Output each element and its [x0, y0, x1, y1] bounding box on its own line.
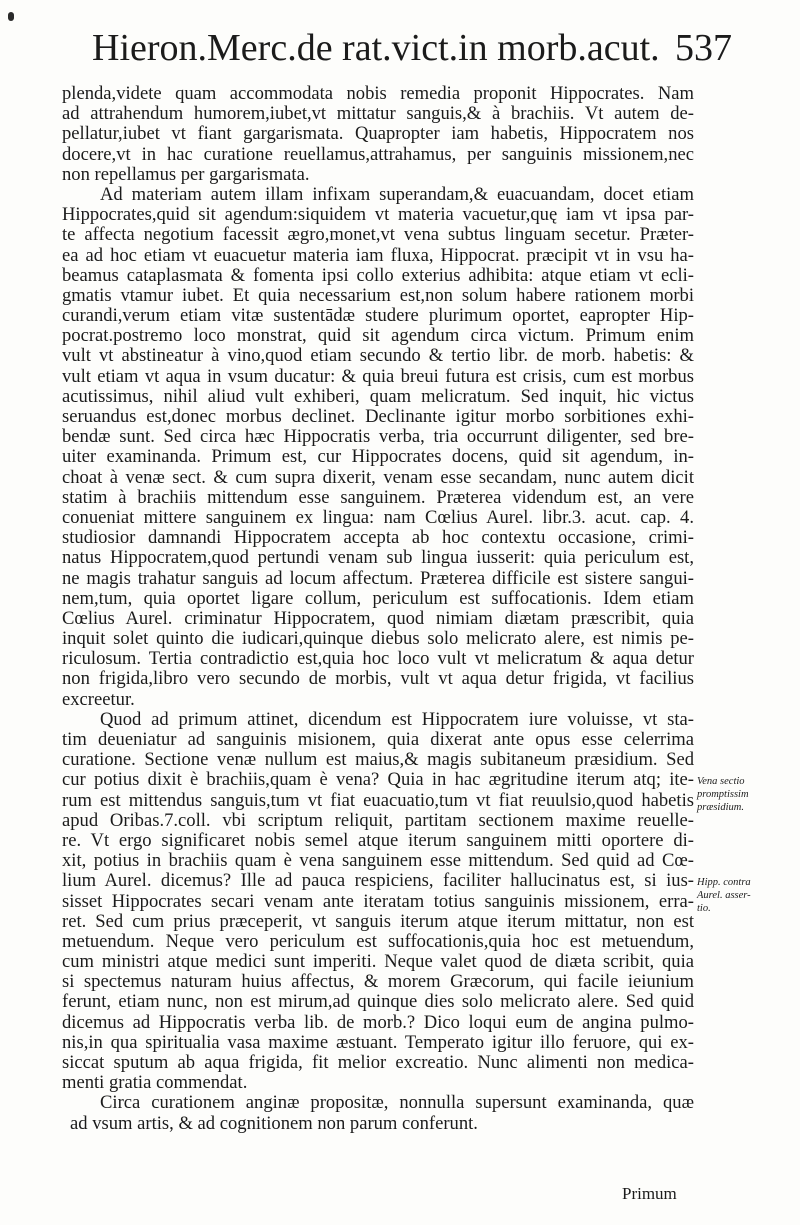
- text-line: menti gratia commendat.: [62, 1072, 248, 1094]
- text-line: Hippocrates,quid sit agendum:siquidem vt materia vacuetur,quę iam vt ipsa par-: [62, 204, 694, 226]
- text-line: choat à venæ sect. & cum supra dixerit, venam esse secandam, nunc autem dicit: [62, 466, 694, 488]
- text-line: natus Hippocratem,quod pertundi venam sub lingua iusserit: quia periculum est,: [62, 547, 694, 569]
- text-line: pocrat.postremo loco monstrat, quid sit agendum circa victum. Primum enim: [62, 325, 694, 347]
- text-line: te affecta negotium facessit ægro,monet,vt vena subtus linguam secetur. Præter-: [62, 224, 694, 246]
- running-title: Hieron.Merc.de rat.vict.in morb.acut.: [92, 27, 660, 69]
- text-line: pellatur,iubet vt fiant gargarismata. Quapropter iam habetis, Hippocratem nos: [62, 123, 694, 145]
- text-line: sisset Hippocrates secari venam ante iteratam totius sanguinis missionem, erra-: [62, 890, 694, 912]
- text-line: Ad materiam autem illam infixam superandam,& euacuandam, docet etiam: [100, 183, 694, 205]
- text-line: excreetur.: [62, 688, 135, 710]
- margin-note-hipp-contra-aurel: [697, 876, 751, 915]
- text-line: nem,tum, quia oportet ligare collum, periculum est suffocationis. Idem etiam: [62, 587, 694, 609]
- text-line: statim à brachiis mittendum esse sanguinem. Præterea videndum est, an vere: [62, 486, 694, 508]
- margin-note-line: Hipp. contra: [697, 877, 751, 888]
- text-line: vult vt abstineatur à vino,quod etiam secundo & tertio libr. de morb. habetis: &: [62, 345, 694, 367]
- text-line: ad vsum artis, & ad cognitionem non parum conferunt.: [70, 1112, 478, 1134]
- text-line: conueniat mittere sanguinem ex lingua: nam Cœlius Aurel. libr.3. acut. cap. 4.: [62, 506, 694, 528]
- text-line: tim deueniatur ad sanguinis misionem, quia dixerat ante opus esse celerrima: [62, 729, 694, 750]
- text-line: Quod ad primum attinet, dicendum est Hippocratem iure voluisse, vt sta-: [100, 708, 694, 730]
- text-line: gmatis vtamur iubet. Et quia necessarium est,non solum habere rationem morbi: [62, 284, 694, 306]
- text-line: vult etiam vt aqua in vsum ducatur: & quia breui futura est crisis, cum est morbus: [62, 365, 694, 387]
- text-line: rum est mittendus sanguis,tum vt fiat euacuatio,tum vt fiat reuulsio,quod habetis: [62, 789, 694, 811]
- text-line: ret. Sed cum prius præceperit, vt sanguis iterum atque iterum mittatur, non est: [62, 910, 694, 932]
- catchword: Primum: [622, 1184, 677, 1203]
- text-line: ad attrahendum humorem,iubet,vt mittatur sanguis,& à brachiis. Vt autem de-: [62, 103, 694, 125]
- text-line: acutissimus, nihil aliud vult exhiberi, quam melicratum. Sed inquit, hic victus: [62, 385, 694, 407]
- text-line: apud Oribas.7.coll. vbi scriptum reliquit, partitam sectionem maxime reuelle-: [62, 809, 694, 831]
- margin-note-line: Aurel. asser-: [697, 890, 751, 901]
- text-line: metuendum. Neque vero periculum est suffocationis,quia hoc est metuendum,: [62, 930, 694, 952]
- text-line: non repellamus per gargarismata.: [62, 163, 310, 185]
- text-line: si spectemus naturam huius affectus, & morem Græcorum, qui facile ieiunium: [62, 971, 694, 993]
- text-line: Cœlius Aurel. criminatur Hippocratem, quod nimiam diætam præscribit, quia: [62, 607, 694, 629]
- text-line: siccat sputum ab aqua frigida, fit melior excreatio. Nunc alimenti non medica-: [62, 1052, 694, 1073]
- text-line: curandi,verum etiam vitæ sustentādæ studere plurimum oportet, eapropter Hip-: [62, 305, 694, 327]
- text-line: xit, potius in brachiis quam è vena sanguinem esse mittendum. Sed quid ad Cœ-: [62, 850, 694, 872]
- page-header: [92, 22, 732, 82]
- text-line: Circa curationem anginæ propositæ, nonnulla supersunt examinanda, quæ: [100, 1092, 694, 1114]
- text-line: plenda,videte quam accommodata nobis remedia proponit Hippocrates. Nam: [62, 83, 694, 104]
- text-line: dicemus ad Hippocratis verba lib. de morb.? Dico loqui eum de angina pulmo-: [62, 1011, 694, 1033]
- margin-note-line: præsidium.: [697, 802, 744, 813]
- text-line: uiter examinanda. Primum est, cur Hippocrates docens, quid sit agendum, in-: [62, 446, 694, 468]
- ink-speck: [8, 12, 14, 21]
- text-line: docere,vt in hac curatione reuellamus,attrahamus, per sanguinis missionem,nec: [62, 143, 694, 165]
- text-line: nis,in qua spiritualia vasa maxime æstuant. Temperato igitur illo feruore, qui ex-: [62, 1031, 694, 1053]
- text-line: bendæ sunt. Sed circa hæc Hippocratis verba, tria occurrunt diligenter, sed bre-: [62, 426, 694, 448]
- text-line: riculosum. Tertia contradictio est,quia hoc loco vult vt melicratum & aqua detur: [62, 648, 694, 670]
- text-line: cur potius dixit è brachiis,quam è vena? Quia in hac ægritudine iterum atq; ite-: [62, 769, 694, 791]
- body-text: [62, 84, 694, 1134]
- text-line: non frigida,libro vero secundo de morbis, vult vt aqua detur frigida, vt facilius: [62, 668, 694, 690]
- text-line: ne magis trahatur sanguis ad locum affectum. Præterea difficile est sistere sangui-: [62, 567, 694, 589]
- margin-note-vena-sectio: [697, 775, 749, 814]
- text-line: ferunt, etiam nunc, non est mirum,ad quinque dies solo melicrato alere. Sed quid: [62, 991, 694, 1013]
- page-number: 537: [675, 27, 732, 69]
- text-line: seruandus est,donec morbus declinet. Declinante igitur morbo sorbitiones exhi-: [62, 406, 694, 427]
- text-line: re. Vt ergo significaret nobis semel atque iterum sanguinem mitti oportere di-: [62, 829, 694, 851]
- margin-note-line: tio.: [697, 903, 711, 914]
- margin-note-line: Vena sectio: [697, 776, 745, 787]
- text-line: curatione. Sectione venæ nullum est maius,& magis subitaneum præsidium. Sed: [62, 749, 694, 771]
- text-line: beamus cataplasmata & fomenta ipsi collo exterius adhibita: atque etiam vt ecli-: [62, 264, 694, 286]
- text-line: studiosior damnandi Hippocratem accepta ab hoc contextu occasione, crimi-: [62, 527, 694, 549]
- text-line: cum ministri atque medici sunt imperiti. Neque valet quod de diæta scribit, quia: [62, 951, 694, 973]
- text-line: lium Aurel. dicemus? Ille ad pauca respiciens, faciliter hallucinatus est, si ius-: [62, 870, 694, 892]
- margin-note-line: promptissim: [697, 789, 749, 800]
- text-line: inquit solet quinto die iudicari,quinque diebus solo melicrato alere, est nimis pe-: [62, 628, 694, 650]
- text-line: ea ad hoc etiam vt euacuetur materia iam fluxa, Hippocrat. præcipit vt in vsu ha-: [62, 244, 694, 266]
